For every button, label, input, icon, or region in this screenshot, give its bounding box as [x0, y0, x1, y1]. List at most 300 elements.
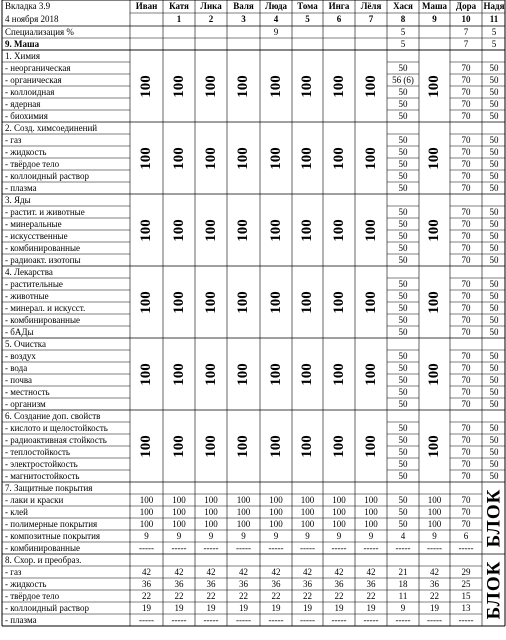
row-value: ----- [427, 542, 442, 553]
row-value: 50 [398, 110, 408, 121]
row-label: - местность [5, 386, 50, 397]
column-header-number: 9 [432, 14, 437, 24]
row-value: 70 [461, 362, 471, 373]
row-value: 36 [142, 578, 151, 589]
row-value: 100 [269, 494, 283, 505]
merged-score-value: 100 [299, 290, 315, 314]
column-header-name: Инга [328, 1, 350, 11]
masha-value [260, 38, 292, 50]
row-label: - бАДы [5, 326, 34, 337]
specialization-value [292, 26, 323, 38]
merged-score-block [355, 122, 387, 194]
row-value: 70 [461, 518, 471, 529]
merged-score-value: 100 [267, 290, 284, 314]
row-value: 42 [174, 566, 184, 577]
row-value: 50 [398, 278, 408, 289]
row-value: 22 [366, 590, 376, 601]
row-value: 50 [398, 98, 408, 109]
row-value: 42 [206, 566, 216, 577]
merged-score-block [323, 338, 355, 410]
specialization-value: 5 [400, 26, 406, 37]
specialization-value [163, 26, 195, 38]
row-value: 50 [398, 362, 408, 373]
specialization-label: Специализация % [5, 26, 74, 37]
column-header-number: 7 [368, 14, 374, 24]
row-value: ----- [300, 542, 315, 553]
row-value: 50 [489, 302, 499, 313]
row-value: ----- [427, 614, 442, 625]
merged-score-block [195, 266, 227, 338]
row-value: 19 [142, 602, 151, 613]
row-value: 36 [366, 578, 376, 589]
row-value: 100 [172, 506, 186, 517]
row-value: 18 [398, 578, 408, 589]
merged-score-value: 100 [426, 290, 442, 314]
row-value: 19 [239, 602, 248, 613]
row-value: 70 [461, 422, 471, 433]
merged-score-block [195, 194, 227, 266]
merged-score-block [163, 338, 195, 410]
column-header-name: Иван [135, 1, 158, 11]
row-value: 70 [461, 494, 471, 505]
row-value: 70 [461, 506, 471, 517]
column-header-number: 11 [489, 14, 499, 24]
column-header-number: 2 [208, 14, 214, 24]
row-value: 100 [269, 518, 283, 529]
row-value: 100 [332, 518, 346, 529]
row-value: 100 [204, 518, 218, 529]
row-value: 50 [398, 254, 408, 265]
row-value: 70 [461, 374, 471, 385]
merged-score-value: 100 [235, 290, 251, 314]
row-value: 19 [303, 602, 312, 613]
merged-score-value: 100 [138, 290, 154, 314]
row-value: 36 [239, 578, 248, 589]
row-value: 50 [398, 506, 408, 517]
column-header-name: Тома [297, 1, 318, 11]
row-value: ----- [395, 542, 411, 553]
merged-score-value: 100 [267, 218, 284, 242]
row-value: ----- [203, 542, 219, 553]
row-value: 50 [398, 182, 408, 193]
row-label: - магнитостойкость [5, 470, 80, 481]
masha-value [195, 38, 227, 50]
column-header-name: Люда [264, 1, 288, 11]
row-label: - искусственные [5, 230, 68, 241]
row-value: 50 [398, 434, 408, 445]
row-value: 50 [489, 170, 499, 181]
merged-score-block [163, 410, 195, 482]
merged-score-block [292, 338, 323, 410]
row-value: 50 [489, 158, 499, 169]
row-value: 100 [364, 518, 378, 529]
merged-score-block [195, 410, 227, 482]
row-label: - ядерная [5, 98, 41, 109]
merged-score-value: 100 [330, 146, 347, 170]
merged-score-block [130, 194, 163, 266]
merged-score-block [260, 338, 292, 410]
merged-score-value: 100 [202, 290, 219, 314]
row-value: ----- [171, 614, 187, 625]
row-value: 70 [461, 398, 471, 409]
row-value: 100 [172, 518, 186, 529]
row-label: - коллоидная [5, 86, 55, 97]
row-value: 36 [430, 578, 439, 589]
row-label: - радиоактивная стойкость [5, 434, 107, 445]
row-value: 22 [430, 590, 439, 601]
row-value: 50 [398, 386, 408, 397]
row-value: 70 [461, 242, 471, 253]
row-value: 22 [303, 590, 312, 601]
row-value: 50 [398, 350, 408, 361]
row-value: 70 [461, 278, 471, 289]
merged-score-block [227, 122, 260, 194]
row-value: 50 [398, 494, 408, 505]
column-header-number [130, 13, 163, 26]
row-value: 36 [334, 578, 344, 589]
row-value: 9 [400, 602, 406, 613]
specialization-value [195, 26, 227, 38]
column-header-name: Катя [169, 1, 189, 11]
row-value: 50 [398, 518, 408, 529]
row-value: ----- [395, 614, 411, 625]
merged-score-value: 100 [426, 362, 442, 386]
row-value: 50 [489, 134, 499, 145]
row-value: 70 [461, 470, 471, 481]
row-value: 6 [463, 530, 469, 541]
row-value: 100 [269, 506, 283, 517]
row-value: ----- [458, 542, 474, 553]
row-value: 36 [206, 578, 216, 589]
block-label-cell [482, 554, 506, 626]
masha-value: 5 [491, 38, 497, 49]
row-value: 70 [461, 158, 471, 169]
merged-score-block [163, 122, 195, 194]
merged-score-value: 100 [299, 434, 315, 458]
column-header-number: 4 [273, 14, 279, 24]
merged-score-value: 100 [426, 146, 442, 170]
merged-score-block [323, 194, 355, 266]
row-value: 50 [398, 314, 408, 325]
row-value: 9 [432, 530, 437, 541]
row-value: 19 [366, 602, 376, 613]
merged-score-value: 100 [202, 218, 219, 242]
merged-score-block [292, 122, 323, 194]
specialization-value [419, 26, 450, 38]
specialization-value [355, 26, 387, 38]
row-value: 70 [461, 98, 471, 109]
row-label: - твёрдое тело [5, 590, 60, 601]
row-value: 100 [139, 494, 154, 505]
row-value: 70 [461, 326, 471, 337]
merged-score-value: 100 [235, 362, 251, 386]
masha-value [163, 38, 195, 50]
row-value: 50 [398, 458, 408, 469]
section-title: 6. Создание доп. свойств [5, 410, 101, 421]
merged-score-value: 100 [267, 434, 284, 458]
row-label: - растит. и животные [5, 206, 85, 217]
row-value: 50 [489, 206, 499, 217]
column-header-number: 1 [176, 14, 182, 24]
row-value: 70 [461, 230, 471, 241]
merged-score-block [130, 266, 163, 338]
row-value: 70 [461, 182, 471, 193]
row-value: 19 [271, 602, 281, 613]
row-value: 50 [398, 170, 408, 181]
row-value: 100 [332, 506, 346, 517]
row-label: - радиоакт. изотопы [5, 254, 81, 265]
row-value: 9 [273, 530, 279, 541]
row-value: 50 [398, 290, 408, 301]
row-label: - коллоидный раствор [5, 602, 89, 613]
column-header-number: 8 [400, 14, 406, 24]
merged-score-block [163, 266, 195, 338]
masha-value [292, 38, 323, 50]
row-label: - кислото и щелостойкость [5, 422, 108, 433]
merged-score-block [355, 410, 387, 482]
merged-score-value: 100 [138, 146, 154, 170]
row-label: - плазма [5, 614, 37, 625]
merged-score-block [195, 122, 227, 194]
specialization-value: 7 [463, 26, 469, 37]
row-label: - клей [5, 506, 28, 517]
row-value: 42 [303, 566, 312, 577]
merged-score-value: 100 [202, 74, 219, 98]
merged-score-block [323, 266, 355, 338]
merged-score-value: 100 [138, 362, 154, 386]
row-value: 50 [398, 230, 408, 241]
row-value: 50 [489, 434, 499, 445]
row-value: 22 [334, 590, 344, 601]
merged-score-value: 100 [138, 74, 154, 98]
row-value: 15 [461, 590, 471, 601]
merged-score-block [419, 266, 450, 338]
row-value: 50 [489, 422, 499, 433]
row-value: ----- [331, 614, 347, 625]
merged-score-value: 100 [267, 74, 284, 98]
row-value: 9 [305, 530, 310, 541]
row-value: 42 [142, 566, 151, 577]
merged-score-value: 100 [202, 362, 219, 386]
merged-score-block [260, 122, 292, 194]
merged-score-block [292, 266, 323, 338]
row-value: 70 [461, 62, 471, 73]
row-value: 36 [174, 578, 184, 589]
masha-value [130, 38, 163, 50]
specialization-value [130, 26, 163, 38]
row-value: 70 [461, 134, 471, 145]
row-value: 19 [430, 602, 439, 613]
row-value: 100 [236, 518, 251, 529]
block-label-cell [482, 482, 506, 554]
row-value: 36 [271, 578, 281, 589]
row-value: 100 [427, 518, 442, 529]
column-header-name: Лика [200, 1, 222, 11]
row-value: 50 [398, 398, 408, 409]
row-value: 50 [489, 86, 499, 97]
specialization-value: 9 [273, 26, 279, 37]
merged-score-value: 100 [330, 218, 347, 242]
merged-score-value: 100 [362, 218, 379, 242]
merged-score-block [419, 50, 450, 122]
merged-score-value: 100 [299, 74, 315, 98]
merged-score-block [292, 410, 323, 482]
row-value: 50 [489, 470, 499, 481]
row-label: - жидкость [5, 146, 47, 157]
merged-score-block [163, 50, 195, 122]
row-label: - комбинированные [5, 242, 81, 253]
merged-score-value: 100 [426, 434, 442, 458]
row-value: 50 [489, 398, 499, 409]
merged-score-value: 100 [299, 146, 315, 170]
row-value: 50 [489, 242, 499, 253]
merged-score-value: 100 [267, 146, 284, 170]
merged-score-block [227, 50, 260, 122]
merged-score-value: 100 [330, 434, 347, 458]
row-value: 100 [236, 494, 251, 505]
row-value: 50 [489, 98, 499, 109]
row-value: 70 [461, 218, 471, 229]
row-label: - газ [5, 134, 22, 145]
row-value: 70 [461, 350, 471, 361]
row-value: 50 [489, 290, 499, 301]
row-value: 50 [398, 62, 408, 73]
merged-score-value: 100 [426, 218, 442, 242]
merged-score-block [419, 410, 450, 482]
row-label: - полимерные покрытия [5, 518, 98, 529]
row-label: - минеральные [5, 218, 62, 229]
row-value: 50 [489, 278, 499, 289]
row-label: - биохимия [5, 110, 48, 121]
merged-score-block [419, 194, 450, 266]
row-value: 100 [204, 494, 218, 505]
row-label: - жидкость [5, 578, 47, 589]
merged-score-block [323, 410, 355, 482]
merged-score-block [195, 338, 227, 410]
row-value: 50 [489, 62, 499, 73]
specialization-value [227, 26, 260, 38]
merged-score-block [419, 338, 450, 410]
row-value: 100 [204, 506, 218, 517]
masha-value [227, 38, 260, 50]
merged-score-value: 100 [170, 434, 187, 458]
merged-score-value: 100 [330, 290, 347, 314]
row-value: 13 [461, 602, 471, 613]
row-value: 100 [300, 518, 315, 529]
row-value: 42 [239, 566, 248, 577]
block-label: БЛОК [483, 560, 504, 620]
merged-score-value: 100 [299, 362, 315, 386]
row-value: 50 [398, 302, 408, 313]
row-value: 42 [430, 566, 439, 577]
section-title: 7. Защитные покрытия [5, 482, 93, 493]
row-label: - теплостойкость [5, 446, 71, 457]
row-value: ----- [458, 614, 474, 625]
merged-score-value: 100 [170, 146, 187, 170]
merged-score-value: 100 [235, 434, 251, 458]
merged-score-block [227, 338, 260, 410]
row-value: ----- [300, 614, 315, 625]
merged-score-block [323, 122, 355, 194]
merged-score-block [163, 194, 195, 266]
row-value: 50 [489, 146, 499, 157]
row-value: 25 [461, 578, 471, 589]
row-label: - почва [5, 374, 32, 385]
merged-score-block [130, 338, 163, 410]
row-label: - композитные покрытия [5, 530, 101, 541]
merged-score-value: 100 [299, 218, 315, 242]
row-value: 50 [398, 158, 408, 169]
row-value: ----- [363, 614, 379, 625]
column-header-name: Валя [233, 1, 254, 11]
masha-value [419, 38, 450, 50]
merged-score-value: 100 [235, 74, 251, 98]
merged-score-value: 100 [267, 362, 284, 386]
row-value: 19 [334, 602, 344, 613]
row-value: 36 [303, 578, 312, 589]
merged-score-block [355, 266, 387, 338]
row-value: 50 [489, 218, 499, 229]
row-value: 42 [366, 566, 376, 577]
row-value: 22 [174, 590, 184, 601]
row-label: - газ [5, 566, 22, 577]
masha-value: 7 [463, 38, 469, 49]
row-value: 50 [398, 134, 408, 145]
row-value: 70 [461, 170, 471, 181]
row-value: 50 [489, 386, 499, 397]
merged-score-block [419, 122, 450, 194]
merged-score-value: 100 [235, 218, 251, 242]
row-value: 50 [489, 446, 499, 457]
row-label: - плазма [5, 182, 37, 193]
merged-score-value: 100 [170, 74, 187, 98]
row-value: 50 [398, 374, 408, 385]
section-title: 5. Очистка [5, 338, 47, 349]
column-header-name: Лёля [360, 1, 382, 11]
merged-score-block [130, 410, 163, 482]
merged-score-block [355, 338, 387, 410]
row-value: ----- [139, 614, 154, 625]
row-value: 50 [489, 182, 499, 193]
column-header-number: 6 [336, 14, 342, 24]
row-value: ----- [236, 542, 251, 553]
masha-value: 5 [400, 38, 406, 49]
row-value: 22 [271, 590, 281, 601]
row-value: 42 [271, 566, 281, 577]
row-value: 70 [461, 254, 471, 265]
merged-score-value: 100 [362, 146, 379, 170]
row-value: 100 [139, 506, 154, 517]
row-value: 50 [398, 146, 408, 157]
merged-score-value: 100 [362, 74, 379, 98]
row-value: 70 [461, 314, 471, 325]
row-value: 70 [461, 86, 471, 97]
row-value: 70 [461, 446, 471, 457]
column-header-name: Дора [455, 1, 477, 11]
specialization-value [323, 26, 355, 38]
merged-score-block [130, 122, 163, 194]
column-header-name: Надя [483, 1, 505, 11]
row-label: - растительные [5, 278, 63, 289]
merged-score-value: 100 [170, 290, 187, 314]
row-label: - коллоидный раствор [5, 170, 89, 181]
row-value: 70 [461, 206, 471, 217]
row-label: - организм [5, 398, 46, 409]
row-label: - вода [5, 362, 28, 373]
column-header-number: 10 [461, 14, 471, 24]
merged-score-value: 100 [330, 74, 347, 98]
merged-score-block [292, 194, 323, 266]
